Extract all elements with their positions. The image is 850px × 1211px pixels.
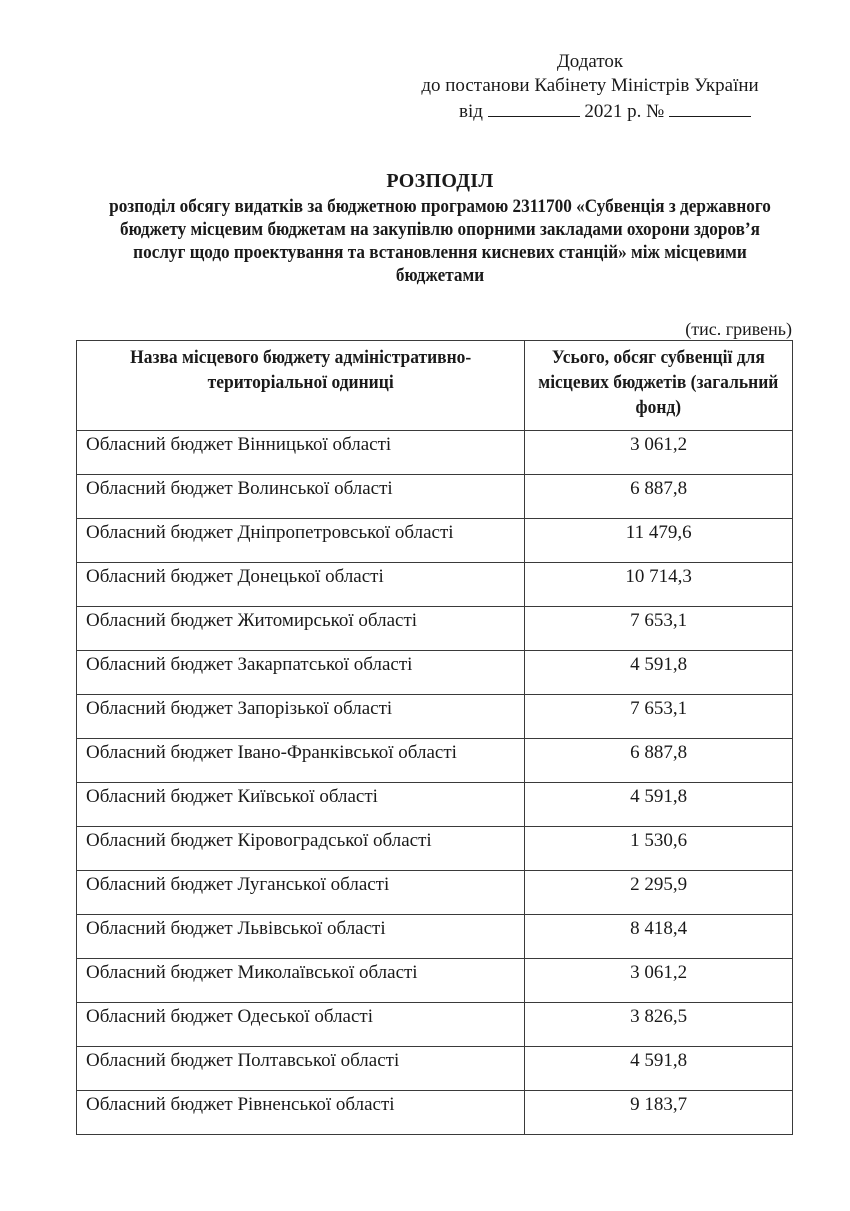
year-number-label: 2021 р. № <box>584 101 665 122</box>
table-row <box>77 519 793 563</box>
budget-name-cell: Обласний бюджет Полтавської області <box>77 1047 525 1091</box>
allocation-table <box>76 340 793 1135</box>
subvention-amount-cell: 9 183,7 <box>525 1091 793 1135</box>
subvention-amount-cell: 3 061,2 <box>525 431 793 475</box>
budget-name-cell: Обласний бюджет Рівненської області <box>77 1091 525 1135</box>
table-row <box>77 959 793 1003</box>
table-row <box>77 607 793 651</box>
table-row <box>77 1047 793 1091</box>
table-row <box>77 1003 793 1047</box>
document-title-block <box>70 168 810 288</box>
table-row <box>77 431 793 475</box>
subvention-amount-cell: 2 295,9 <box>525 871 793 915</box>
units-label: (тис. гривень) <box>685 319 792 339</box>
document-title: РОЗПОДІЛ <box>386 170 494 192</box>
subvention-amount-cell: 4 591,8 <box>525 1047 793 1091</box>
subvention-amount-cell: 6 887,8 <box>525 739 793 783</box>
subvention-amount-cell: 7 653,1 <box>525 695 793 739</box>
subvention-amount-cell: 3 061,2 <box>525 959 793 1003</box>
date-blank <box>488 98 580 117</box>
budget-name-cell: Обласний бюджет Волинської області <box>77 475 525 519</box>
appendix-label: Додаток <box>556 51 624 72</box>
table-row <box>77 1091 793 1135</box>
budget-name-cell: Обласний бюджет Донецької області <box>77 563 525 607</box>
budget-name-cell: Обласний бюджет Житомирської області <box>77 607 525 651</box>
subvention-amount-cell: 8 418,4 <box>525 915 793 959</box>
table-body <box>77 431 793 1135</box>
budget-name-cell: Обласний бюджет Закарпатської області <box>77 651 525 695</box>
subvention-amount-cell: 3 826,5 <box>525 1003 793 1047</box>
subvention-amount-cell: 11 479,6 <box>525 519 793 563</box>
budget-name-cell: Обласний бюджет Львівської області <box>77 915 525 959</box>
date-prefix: від <box>458 101 483 122</box>
document-subtitle: розподіл обсягу видатків за бюджетною програмою 2311700 «Субвенція з державного бюджету місцевим бюджетам на закупівлю опорними закладами охорони здоров’я послуг щодо проектування та встановлення кисневих станцій» між місцевими бюджетами <box>109 197 771 286</box>
budget-name-cell: Обласний бюджет Одеської області <box>77 1003 525 1047</box>
appendix-header <box>380 50 800 124</box>
table-row <box>77 739 793 783</box>
table-row <box>77 563 793 607</box>
budget-name-cell: Обласний бюджет Запорізької області <box>77 695 525 739</box>
table-row <box>77 783 793 827</box>
table-row <box>77 475 793 519</box>
table-row <box>77 915 793 959</box>
subvention-amount-cell: 7 653,1 <box>525 607 793 651</box>
appendix-resolution-ref: до постанови Кабінету Міністрів України <box>421 75 759 96</box>
header-subvention-amount: Усього, обсяг субвенції для місцевих бюджетів (загальний фонд) <box>525 341 793 431</box>
subvention-amount-cell: 10 714,3 <box>525 563 793 607</box>
header-budget-name: Назва місцевого бюджету адміністративно-територіальної одиниці <box>77 341 525 431</box>
subvention-amount-cell: 4 591,8 <box>525 651 793 695</box>
budget-name-cell: Обласний бюджет Миколаївської області <box>77 959 525 1003</box>
budget-name-cell: Обласний бюджет Вінницької області <box>77 431 525 475</box>
subvention-amount-cell: 6 887,8 <box>525 475 793 519</box>
budget-name-cell: Обласний бюджет Дніпропетровської області <box>77 519 525 563</box>
table-row <box>77 871 793 915</box>
budget-name-cell: Обласний бюджет Кіровоградської області <box>77 827 525 871</box>
number-blank <box>669 98 751 117</box>
subvention-amount-cell: 4 591,8 <box>525 783 793 827</box>
subvention-amount-cell: 1 530,6 <box>525 827 793 871</box>
appendix-date-line <box>380 98 800 124</box>
budget-name-cell: Обласний бюджет Івано-Франківської області <box>77 739 525 783</box>
budget-name-cell: Обласний бюджет Київської області <box>77 783 525 827</box>
table-header-row <box>77 341 793 431</box>
budget-name-cell: Обласний бюджет Луганської області <box>77 871 525 915</box>
table-row <box>77 827 793 871</box>
table-row <box>77 651 793 695</box>
table-row <box>77 695 793 739</box>
